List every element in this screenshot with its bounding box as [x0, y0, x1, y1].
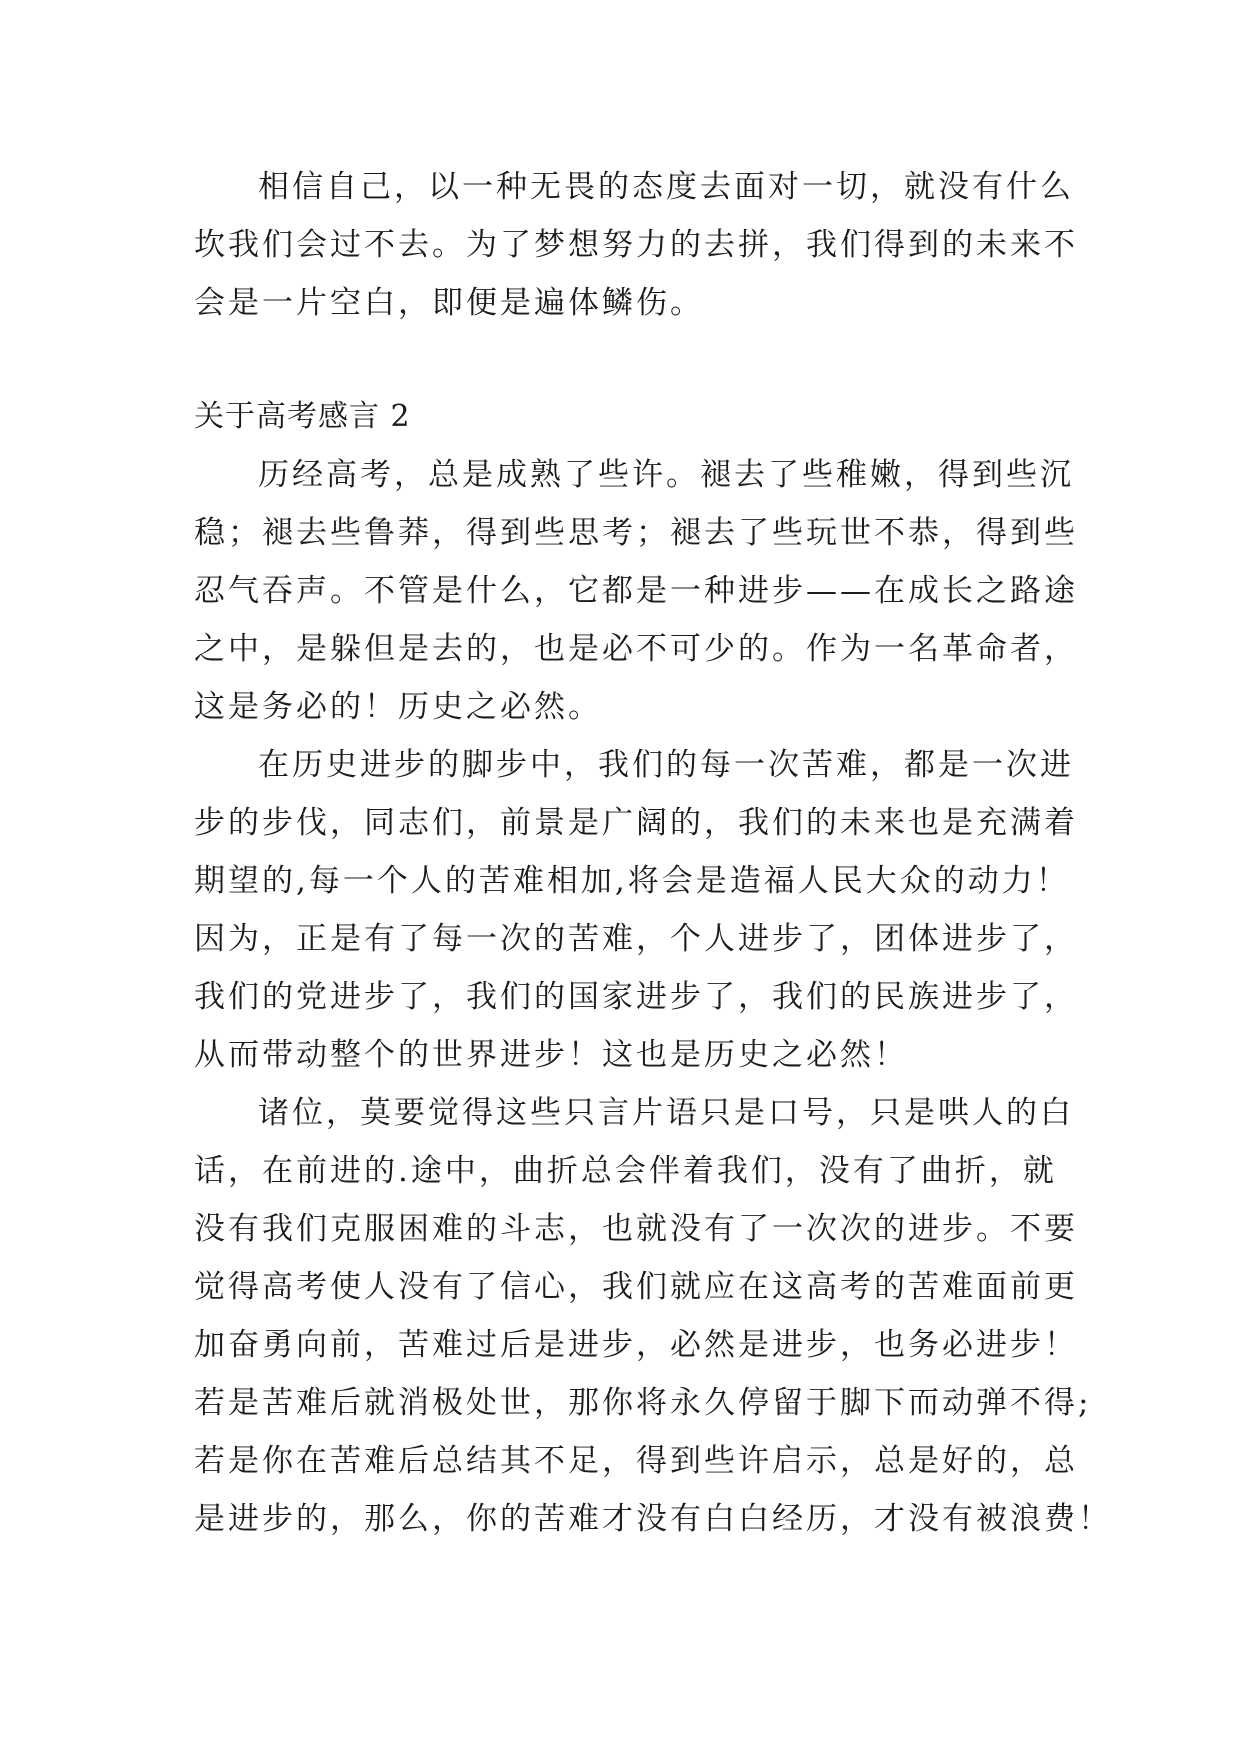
- paragraph-line: 因为，正是有了每一次的苦难，个人进步了，团体进步了，: [194, 921, 1078, 957]
- paragraph-line: 若是苦难后就消极处世，那你将永久停留于脚下而动弹不得;: [194, 1385, 1092, 1421]
- paragraph-2: [194, 736, 1078, 1084]
- paragraph-line: 相信自己，以一种无畏的态度去面对一切，就没有什么: [258, 169, 1074, 205]
- paragraph-line: 若是你在苦难后总结其不足，得到些许启示，总是好的，总: [194, 1443, 1078, 1479]
- paragraph-line: 诸位，莫要觉得这些只言片语只是口号，只是哄人的白: [258, 1095, 1074, 1131]
- paragraph-line: 忍气吞声。不管是什么，它都是一种进步——在成长之路途: [194, 573, 1078, 609]
- paragraph-line: 是进步的，那么，你的苦难才没有白白经历，才没有被浪费！: [194, 1501, 1112, 1537]
- paragraph-3: [194, 1084, 1112, 1548]
- paragraph-line: 在历史进步的脚步中，我们的每一次苦难，都是一次进: [258, 747, 1074, 783]
- paragraph-line: 话，在前进的.途中，曲折总会伴着我们，没有了曲折，就: [194, 1153, 1057, 1189]
- paragraph-line: 觉得高考使人没有了信心，我们就应在这高考的苦难面前更: [194, 1269, 1078, 1305]
- paragraph-line: 历经高考，总是成熟了些许。褪去了些稚嫩，得到些沉: [258, 457, 1074, 493]
- paragraph-intro: [194, 158, 1078, 332]
- paragraph-line: 期望的,每一个人的苦难相加,将会是造福人民大众的动力！: [194, 863, 1070, 899]
- paragraph-1: [194, 446, 1078, 736]
- paragraph-line: 会是一片空白，即便是遍体鳞伤。: [194, 285, 704, 321]
- paragraph-line: 稳；褪去些鲁莽，得到些思考；褪去了些玩世不恭，得到些: [194, 515, 1078, 551]
- paragraph-line: 之中，是躲但是去的，也是必不可少的。作为一名革命者，: [194, 631, 1078, 667]
- paragraph-line: 步的步伐，同志们，前景是广阔的，我们的未来也是充满着: [194, 805, 1078, 841]
- section-heading: 关于高考感言 2: [194, 399, 411, 434]
- paragraph-line: 这是务必的！历史之必然。: [194, 689, 602, 725]
- paragraph-line: 坎我们会过不去。为了梦想努力的去拼，我们得到的未来不: [194, 227, 1078, 263]
- paragraph-line: 我们的党进步了，我们的国家进步了，我们的民族进步了，: [194, 979, 1078, 1015]
- paragraph-line: 没有我们克服困难的斗志，也就没有了一次次的进步。不要: [194, 1211, 1078, 1247]
- paragraph-line: 加奋勇向前，苦难过后是进步，必然是进步，也务必进步！: [194, 1327, 1078, 1363]
- paragraph-line: 从而带动整个的世界进步！这也是历史之必然！: [194, 1037, 908, 1073]
